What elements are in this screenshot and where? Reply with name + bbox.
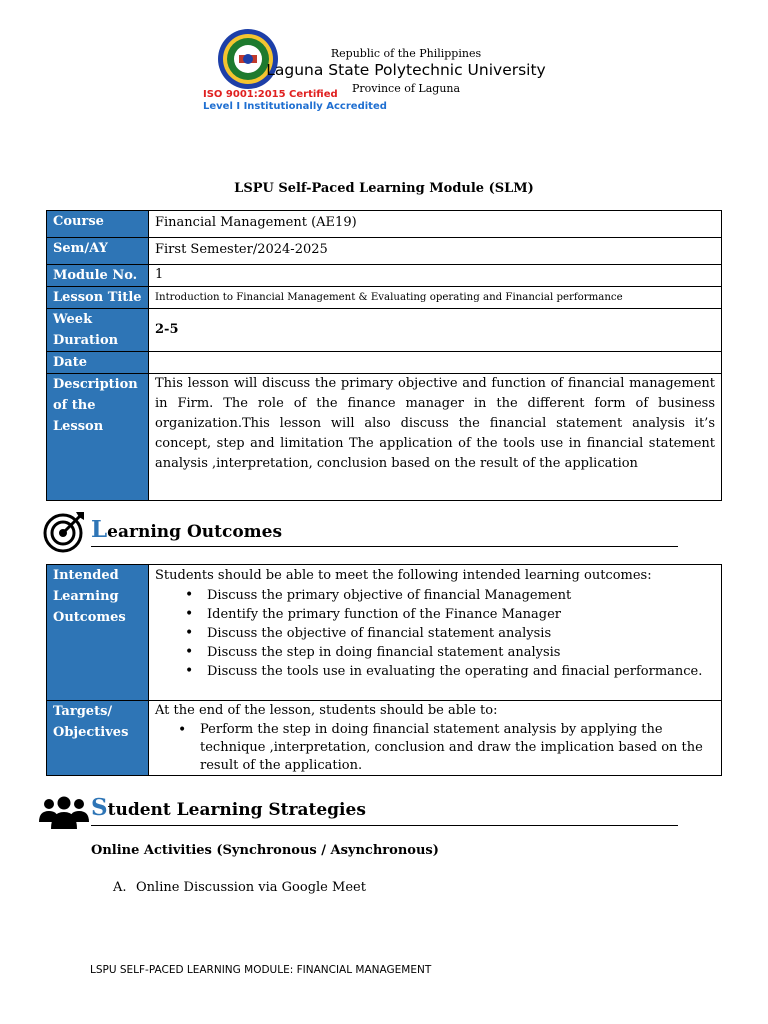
- lesson-value: Introduction to Financial Management & Evaluating operating and Financial performance: [149, 287, 722, 309]
- republic-text: Republic of the Philippines: [330, 47, 482, 60]
- list-item: • Discuss the step in doing financial statement analysis: [155, 643, 715, 662]
- strategies-rest: tudent Learning Strategies: [107, 800, 366, 820]
- sem-label: Sem/AY: [47, 238, 149, 265]
- sem-value: First Semester/2024-2025: [149, 238, 722, 265]
- accreditation-text: Level I Institutionally Accredited: [203, 101, 387, 112]
- description-label-line2: of the: [53, 398, 96, 413]
- description-value: This lesson will discuss the primary objective and function of financial management in Firm. The role of the finance manager in the different form of business organization.This lesson will also discuss the financial statement analysis it’s concept, step and limitation The application of the tools use in financial statement analysis ,interpretation, conclusion based on the result of the application: [149, 374, 722, 501]
- learning-outcomes-initial: L: [91, 516, 108, 543]
- description-label: [47, 374, 149, 501]
- learning-outcomes-rule: [91, 546, 678, 547]
- week-label-line1: Week: [53, 312, 93, 327]
- target-icon: [43, 510, 87, 554]
- ilo-list: [155, 586, 715, 681]
- iso-certification: ISO 9001:2015 Certified: [203, 89, 338, 100]
- course-value: Financial Management (AE19): [149, 211, 722, 238]
- province-text: Province of Laguna: [351, 82, 461, 95]
- group-people-icon: [38, 796, 90, 830]
- outcomes-table: [46, 564, 722, 776]
- list-item: • Discuss the tools use in evaluating the operating and finacial performance.: [155, 662, 715, 681]
- page-footer: LSPU SELF-PACED LEARNING MODULE: FINANCIAL MANAGEMENT: [90, 964, 432, 976]
- online-activities-heading: Online Activities (Synchronous / Asynchronous): [91, 843, 439, 858]
- ilo-label-line1: Intended: [53, 568, 119, 583]
- university-name: Laguna State Polytechnic University: [266, 61, 546, 79]
- option-a: [113, 880, 366, 895]
- ilo-label-line2: Learning: [53, 589, 119, 604]
- ilo-label: [47, 565, 149, 701]
- list-item: • Perform the step in doing financial statement analysis by applying the technique ,interpretation, conclusion and draw the implication based on the result of the application.: [155, 721, 715, 775]
- week-value: 2-5: [149, 309, 722, 352]
- course-label: Course: [47, 211, 149, 238]
- option-a-letter: A.: [113, 880, 127, 895]
- week-label: [47, 309, 149, 352]
- description-label-line3: Lesson: [53, 419, 104, 434]
- targets-list: [155, 721, 715, 775]
- targets-label-line1: Targets/: [53, 704, 113, 719]
- targets-intro: At the end of the lesson, students should be able to:: [155, 703, 498, 718]
- strategies-heading: [91, 794, 366, 821]
- module-label: Module No.: [47, 265, 149, 287]
- ilo-label-line3: Outcomes: [53, 610, 126, 625]
- course-info-table: [46, 210, 722, 501]
- targets-label: [47, 701, 149, 776]
- ilo-intro: Students should be able to meet the following intended learning outcomes:: [155, 568, 652, 583]
- week-label-line2: Duration: [53, 333, 119, 348]
- list-item: • Discuss the primary objective of financial Management: [155, 586, 715, 605]
- date-label: Date: [47, 352, 149, 374]
- option-a-text: Online Discussion via Google Meet: [136, 880, 366, 895]
- module-title: LSPU Self-Paced Learning Module (SLM): [234, 181, 534, 196]
- lesson-label: Lesson Title: [47, 287, 149, 309]
- targets-value: [149, 701, 722, 776]
- targets-label-line2: Objectives: [53, 725, 129, 740]
- learning-outcomes-heading: [91, 516, 282, 543]
- learning-outcomes-rest: earning Outcomes: [107, 522, 283, 542]
- module-value: 1: [149, 265, 722, 287]
- list-item: • Identify the primary function of the Finance Manager: [155, 605, 715, 624]
- date-value: [149, 352, 722, 374]
- strategies-initial: S: [91, 794, 108, 821]
- list-item: • Discuss the objective of financial statement analysis: [155, 624, 715, 643]
- description-label-line1: Description: [53, 377, 138, 392]
- ilo-value: [149, 565, 722, 701]
- strategies-rule: [91, 825, 678, 826]
